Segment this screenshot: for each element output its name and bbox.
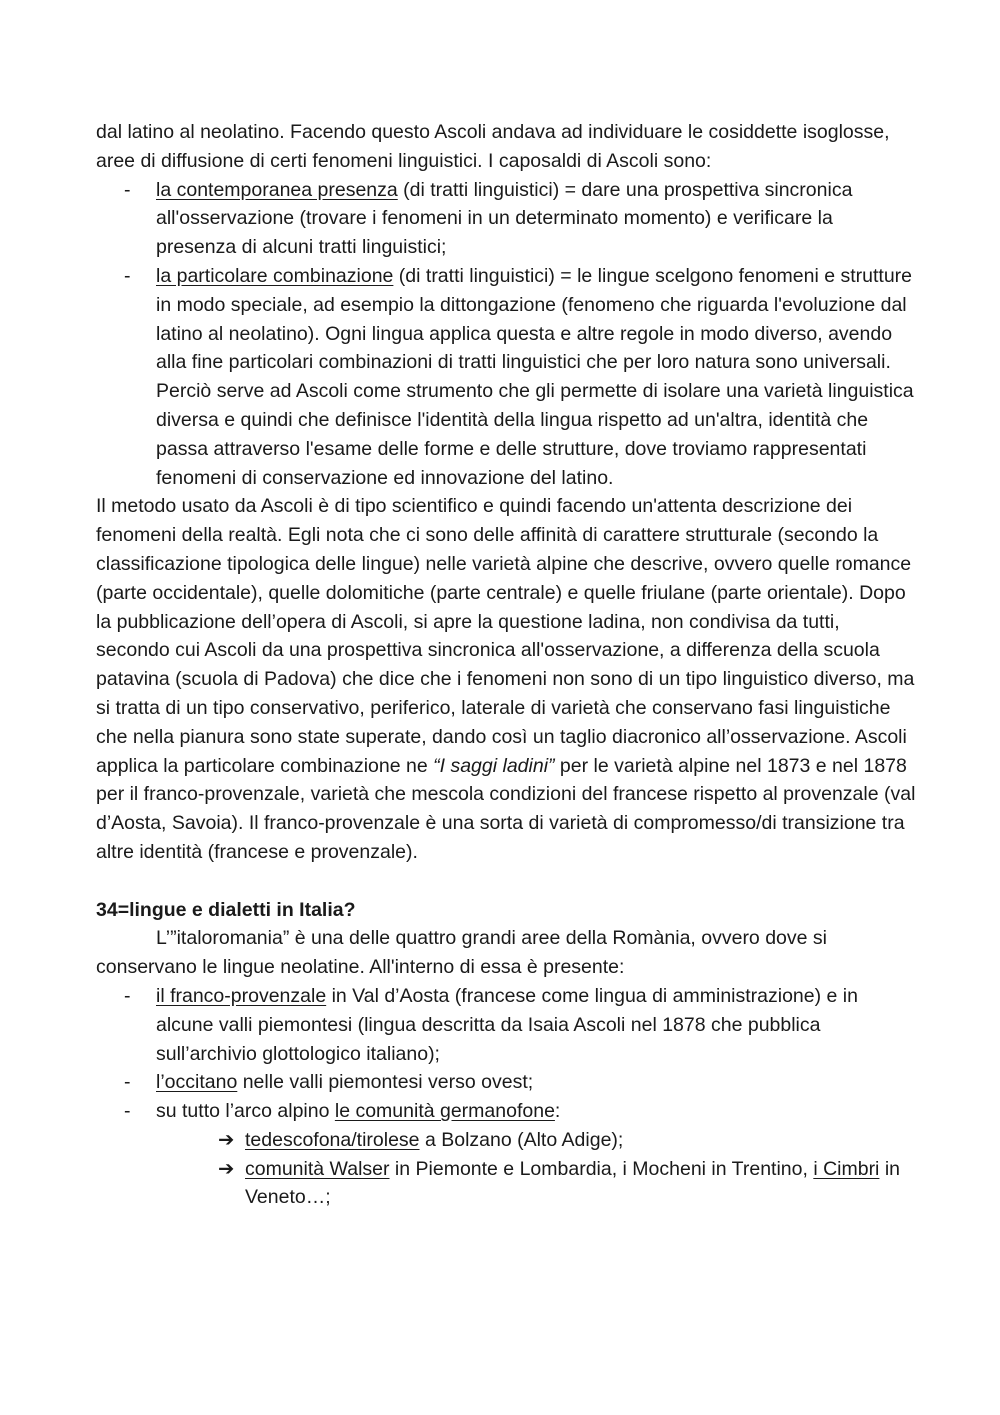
metodo-text: Il metodo usato da Ascoli è di tipo scientifico e quindi facendo un'attenta descrizione dei fenomeni della realtà. Egli nota che ci sono delle affinità di carattere strutturale (secondo la classificazione tipologica delle lingue) nelle varietà alpine che descrive, ovvero quelle romance (parte occidentale), quelle dolomitiche (parte centrale) e quelle friulane (parte orientale). Dopo la pubblicazione dell’opera di Ascoli, si apre la questione ladina, non condivisa da tutti, secondo cui Ascoli da una prospettiva sincronica all'osservazione, a differenza della scuola patavina (scuola di Padova) che dice che i fenomeni non sono di un tipo linguistico diverso, ma si tratta di un tipo conservativo, periferico, laterale di varietà che conservano fasi linguistiche che nella pianura sono state superate, dando così un taglio diacronico all’osservazione. Ascoli applica la particolare combinazione ne: [96, 495, 915, 777]
intro-paragraph: dal latino al neolatino. Facendo questo Ascoli andava ad individuare le cosiddette isoglosse, aree di diffusione di certi fenomeni linguistici. I caposaldi di Ascoli sono:: [96, 121, 890, 172]
dash-bullet: -: [124, 264, 131, 287]
list-item: [96, 262, 916, 492]
underlined-term: comunità Walser: [245, 1157, 390, 1180]
item-text: in Piemonte e Lombardia, i Mocheni in Trentino,: [389, 1157, 814, 1180]
item-text: (di tratti linguistici) = dare una prospettiva sincronica all'osservazione (trovare i fenomeni in un determinato momento) e verificare la presenza di alcuni tratti linguistici;: [156, 178, 853, 259]
item-prefix: su tutto l’arco alpino: [156, 1100, 335, 1123]
list-item: [96, 1097, 916, 1126]
italic-title: “I saggi ladini”: [433, 754, 555, 777]
underlined-term: la contemporanea presenza: [156, 178, 398, 201]
list-item: [96, 1068, 916, 1097]
item-text: nelle valli piemontesi verso ovest;: [237, 1071, 534, 1094]
arrow-icon: ➔: [218, 1157, 235, 1180]
dash-bullet: -: [124, 1071, 131, 1094]
section-heading: 34=lingue e dialetti in Italia?: [96, 898, 356, 921]
underlined-term: tedescofona/tirolese: [245, 1128, 420, 1151]
underlined-term-2: i Cimbri: [813, 1157, 880, 1180]
list-item: [96, 982, 916, 1068]
item-text: (di tratti linguistici) = le lingue scelgono fenomeni e strutture in modo speciale, ad esempio la dittongazione (fenomeno che riguarda l'evoluzione dal latino al neolatino). Ogni lingua applica questa e altre regole in modo diverso, avendo alla fine particolari combinazioni di tratti linguistici che per loro natura sono universali. Perciò serve ad Ascoli come strumento che gli permette di isolare una varietà linguistica diversa e quindi che definisce l'identità della lingua rispetto ad un'altra, identità che passa attraverso l'esame delle forme e delle strutture, dove troviamo rappresentati fenomeni di conservazione ed innovazione del latino.: [156, 264, 914, 489]
dash-bullet: -: [124, 984, 131, 1007]
item-text: in Val d’Aosta (francese come lingua di amministrazione) e in alcune valli piemontesi (lingua descritta da Isaia Ascoli nel 1878 che pubblica sull’archivio glottologico italiano);: [156, 984, 858, 1065]
section-intro: L’”italoromania” è una delle quattro grandi aree della Romània, ovvero dove si conservano le lingue neolatine. All'interno di essa è presente:: [96, 927, 827, 979]
metodo-text-end: per le varietà alpine nel 1873 e nel 1878 per il franco-provenzale, varietà che mescola condizioni del francese rispetto al provenzale (val d’Aosta, Savoia). Il franco-provenzale è una sorta di varietà di compromesso/di transizione tra altre identità (francese e provenzale).: [96, 754, 916, 863]
item-text: :: [554, 1100, 561, 1123]
list-item: [96, 176, 916, 262]
document-page: [96, 118, 916, 1212]
sublist-item: [96, 1126, 916, 1155]
underlined-term: l’occitano: [156, 1071, 238, 1094]
arrow-icon: ➔: [218, 1128, 235, 1151]
sublist-item: [96, 1155, 916, 1213]
dash-bullet: -: [124, 178, 131, 201]
underlined-term: le comunità germanofone: [334, 1100, 555, 1123]
metodo-paragraph: [96, 492, 916, 866]
underlined-term: il franco-provenzale: [156, 984, 327, 1007]
dash-bullet: -: [124, 1100, 131, 1123]
spacer: [96, 867, 916, 896]
germanofone-sublist: [96, 1126, 916, 1212]
caposaldi-list: [96, 176, 916, 493]
underlined-term: la particolare combinazione: [156, 264, 394, 287]
item-text-end: in Veneto…;: [245, 1157, 901, 1209]
item-text: a Bolzano (Alto Adige);: [419, 1128, 624, 1151]
varieties-list: [96, 982, 916, 1126]
